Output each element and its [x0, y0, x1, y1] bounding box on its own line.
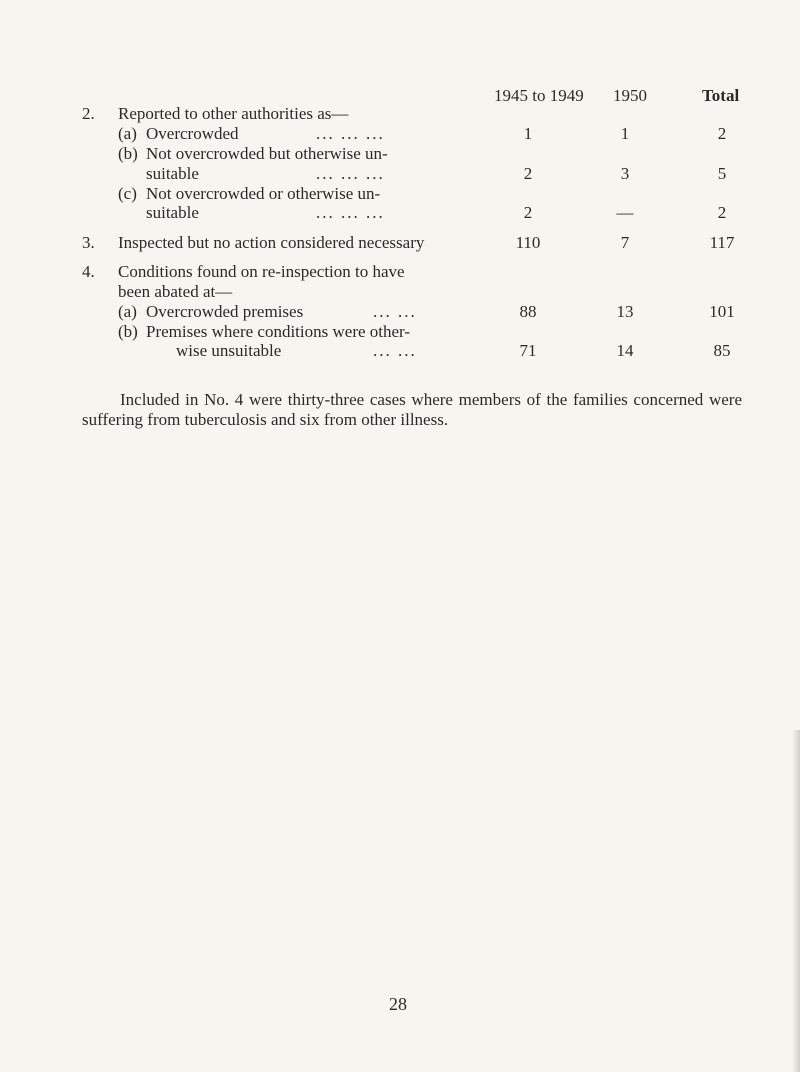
- row-4a-year: 13: [616, 302, 634, 321]
- row-2c-leader-dots: ... ... ...: [316, 203, 385, 222]
- row-2b-line2: suitable: [146, 164, 199, 183]
- row-2a-total: 2: [717, 124, 727, 143]
- row-2c-year: —: [616, 203, 634, 222]
- section-4-line1: Conditions found on re-inspection to have: [118, 262, 405, 281]
- row-2b-total: 5: [717, 164, 727, 183]
- row-4a-period: 88: [519, 302, 537, 321]
- section-4-line2: been abated at—: [118, 282, 233, 301]
- column-header-period: 1945 to 1949: [494, 86, 584, 105]
- row-4b-label: (b): [118, 322, 138, 341]
- row-3-total: 117: [709, 233, 735, 252]
- column-header-year: 1950: [613, 86, 647, 105]
- row-4b-line1: Premises where conditions were other-: [146, 322, 411, 341]
- row-2b-line1: Not overcrowded but otherwise un-: [146, 144, 388, 163]
- row-3-period: 110: [515, 233, 541, 252]
- row-4b-leader-dots: ... ...: [373, 341, 417, 360]
- row-4a-label: (a): [118, 302, 137, 321]
- row-4b-period: 71: [519, 341, 537, 360]
- row-4a-leader-dots: ... ...: [373, 302, 417, 321]
- row-2a-label: (a): [118, 124, 137, 143]
- page-number: 28: [389, 994, 407, 1014]
- row-2a-text: Overcrowded: [146, 124, 239, 143]
- row-4a-total: 101: [709, 302, 735, 321]
- row-2b-label: (b): [118, 144, 138, 163]
- row-2b-year: 3: [620, 164, 630, 183]
- page-edge-shadow: [792, 730, 800, 1072]
- row-2c-total: 2: [717, 203, 727, 222]
- row-4b-total: 85: [713, 341, 731, 360]
- section-4-number: 4.: [82, 262, 95, 281]
- row-4a-text: Overcrowded premises: [146, 302, 304, 321]
- row-4b-line2: wise unsuitable: [176, 341, 282, 360]
- section-3-text: Inspected but no action considered necessary: [118, 233, 425, 252]
- section-3-number: 3.: [82, 233, 95, 252]
- row-4b-year: 14: [616, 341, 634, 360]
- row-2a-year: 1: [620, 124, 630, 143]
- row-2c-period: 2: [523, 203, 533, 222]
- column-header-total: Total: [702, 86, 740, 105]
- row-3-year: 7: [620, 233, 630, 252]
- row-2b-period: 2: [523, 164, 533, 183]
- note-paragraph: Included in No. 4 were thirty-three cases where members of the families concerned were suffering from tuberculosis and six from other illness.: [82, 390, 742, 429]
- row-2a-leader-dots: ... ... ...: [316, 124, 385, 143]
- row-2c-line1: Not overcrowded or otherwise un-: [146, 184, 381, 203]
- section-2-heading: Reported to other authorities as—: [118, 104, 349, 123]
- section-2-number: 2.: [82, 104, 95, 123]
- row-2b-leader-dots: ... ... ...: [316, 164, 385, 183]
- row-2c-line2: suitable: [146, 203, 199, 222]
- row-2a-period: 1: [523, 124, 533, 143]
- row-2c-label: (c): [118, 184, 137, 203]
